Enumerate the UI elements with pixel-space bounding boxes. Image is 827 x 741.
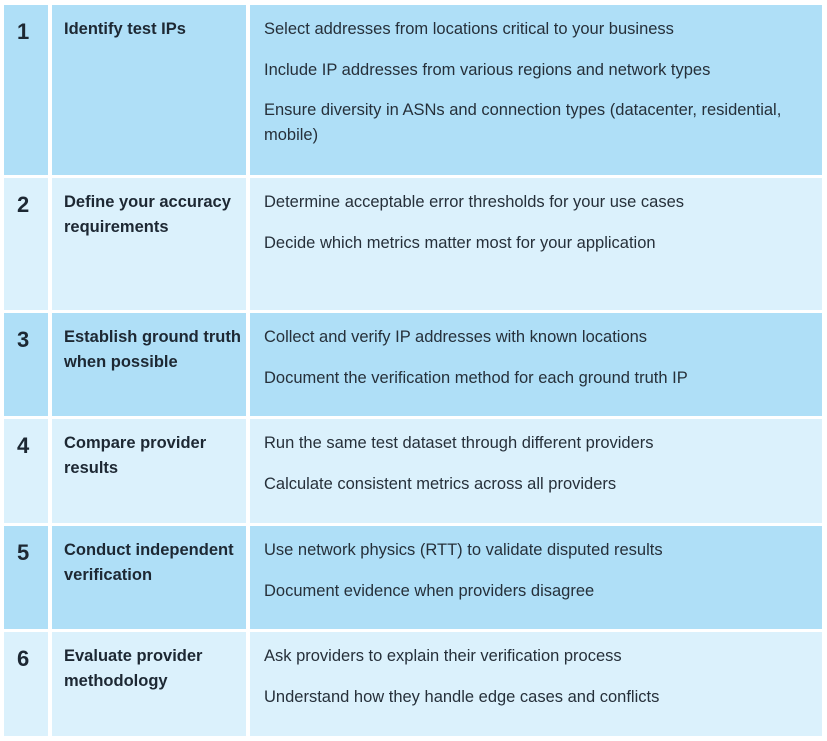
step-items <box>264 538 814 619</box>
step-row-1 <box>4 5 822 175</box>
step-item: Run the same test dataset through different providers <box>264 434 654 452</box>
step-item: Determine acceptable error thresholds for your use cases <box>264 193 685 211</box>
step-title-cell <box>52 313 246 416</box>
step-title-cell <box>52 419 246 523</box>
step-number: 6 <box>17 646 30 671</box>
step-item: Document evidence when providers disagree <box>264 581 595 600</box>
step-item: Ensure diversity in ASNs and connection types (datacenter, residential, mobile) <box>264 101 782 144</box>
step-title-cell <box>52 632 246 736</box>
step-title-cell <box>52 526 246 629</box>
step-number-cell <box>4 5 48 175</box>
step-items <box>264 431 814 512</box>
step-item: Use network physics (RTT) to validate disputed results <box>264 541 663 559</box>
step-number: 5 <box>17 540 30 565</box>
step-row-6 <box>4 632 822 736</box>
step-item: Collect and verify IP addresses with known locations <box>264 328 648 346</box>
step-title-cell <box>52 5 246 175</box>
step-item: Calculate consistent metrics across all providers <box>264 474 617 493</box>
step-item: Decide which metrics matter most for your application <box>264 233 656 252</box>
step-title: Conduct independent verification <box>64 541 234 584</box>
step-item: Understand how they handle edge cases and conflicts <box>264 687 660 706</box>
step-number-cell <box>4 313 48 416</box>
step-number-cell <box>4 526 48 629</box>
step-description-cell <box>250 632 822 736</box>
step-number: 3 <box>17 327 30 352</box>
step-number-cell <box>4 419 48 523</box>
step-description-cell <box>250 178 822 310</box>
step-item: Ask providers to explain their verification process <box>264 647 622 665</box>
step-title-cell <box>52 178 246 310</box>
step-row-3 <box>4 313 822 416</box>
step-row-4 <box>4 419 822 523</box>
step-title: Establish ground truth when possible <box>64 328 241 371</box>
step-items <box>264 17 814 163</box>
step-number-cell <box>4 178 48 310</box>
step-number: 1 <box>17 19 30 44</box>
step-number: 4 <box>17 433 30 458</box>
step-item: Select addresses from locations critical to your business <box>264 20 674 38</box>
step-title: Define your accuracy requirements <box>64 193 231 236</box>
step-description-cell <box>250 419 822 523</box>
step-title: Identify test IPs <box>64 20 186 38</box>
step-description-cell <box>250 5 822 175</box>
step-item: Document the verification method for each ground truth IP <box>264 368 688 387</box>
step-items <box>264 190 814 271</box>
step-description-cell <box>250 526 822 629</box>
step-number-cell <box>4 632 48 736</box>
step-description-cell <box>250 313 822 416</box>
step-title: Evaluate provider methodology <box>64 647 203 690</box>
step-items <box>264 325 814 406</box>
step-title: Compare provider results <box>64 434 207 477</box>
step-items <box>264 644 814 725</box>
step-item: Include IP addresses from various regions and network types <box>264 60 711 79</box>
step-row-2 <box>4 178 822 310</box>
step-number: 2 <box>17 192 30 217</box>
step-row-5 <box>4 526 822 629</box>
